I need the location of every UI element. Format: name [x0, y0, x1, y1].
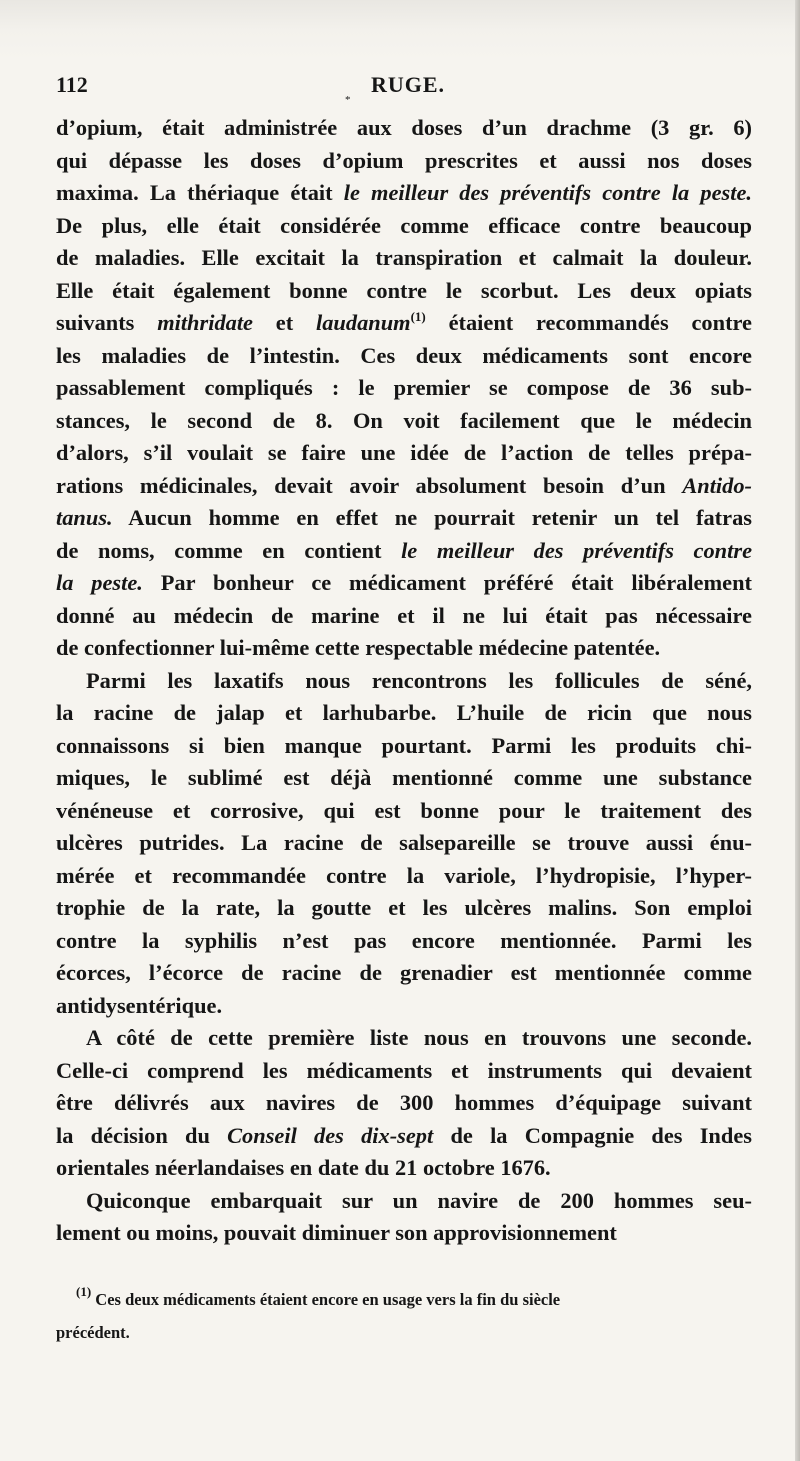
- footnote: [56, 1284, 752, 1353]
- running-head: RUGE.: [371, 72, 446, 97]
- text-line: qui dépasse les doses d’opium prescrites et aussi nos doses: [56, 147, 752, 173]
- text-line: rations médicinales, devait avoir absolument besoin d’un Antido-: [56, 472, 752, 498]
- text-line: contre la syphilis n’est pas encore mentionnée. Parmi les: [56, 927, 752, 953]
- italic-text: tanus.: [56, 505, 113, 530]
- paragraph: [56, 1022, 752, 1185]
- text-line: d’alors, s’il voulait se faire une idée de l’action de telles prépa-: [56, 440, 752, 465]
- text-line: A côté de cette première liste nous en trouvons une seconde.: [86, 1025, 752, 1050]
- text-line: de noms, comme en contient le meilleur des préventifs contre: [56, 537, 753, 563]
- italic-text: le meilleur des préventifs contre: [401, 537, 753, 563]
- italic-text: le meilleur des préventifs contre la peste.: [343, 180, 752, 205]
- italic-text: la peste.: [56, 570, 143, 595]
- text-line: connaissons si bien manque pourtant. Parmi les produits chi-: [56, 732, 752, 758]
- text-line: donné au médecin de marine et il ne lui était pas nécessaire: [56, 602, 752, 628]
- text-line: orientales néerlandaises en date du 21 octobre 1676.: [56, 1155, 551, 1180]
- text-line: miques, le sublimé est déjà mentionné comme une substance: [56, 765, 752, 790]
- italic-text: laudanum: [316, 310, 411, 335]
- text-line: Parmi les laxatifs nous rencontrons les follicules de séné,: [86, 667, 752, 693]
- text-line: maxima. La thériaque était le meilleur des préventifs contre la peste.: [56, 180, 752, 205]
- text-line: être délivrés aux navires de 300 hommes d’équipage suivant: [56, 1090, 752, 1115]
- page-number: 112: [56, 72, 88, 97]
- body-text: [56, 112, 752, 1250]
- italic-text: Conseil des dix-sept: [227, 1122, 434, 1148]
- text-line: la peste. Par bonheur ce médicament préféré était libéralement: [56, 570, 752, 595]
- footnote-line: [56, 1284, 752, 1321]
- text-line: passablement compliqués : le premier se compose de 36 sub-: [56, 375, 752, 400]
- text-line: ulcères putrides. La racine de salsepareille se trouve aussi énu-: [56, 830, 752, 855]
- footnote-text: Ces deux médicaments étaient encore en usage vers la fin du siècle: [95, 1290, 561, 1309]
- text-line: vénéneuse et corrosive, qui est bonne pour le traitement des: [56, 797, 752, 823]
- text-line: antidysentérique.: [56, 992, 223, 1018]
- footnote-line: précédent.: [56, 1322, 130, 1342]
- text-line: Quiconque embarquait sur un navire de 200 hommes seu-: [86, 1187, 752, 1213]
- footnote-ref: (1): [410, 309, 426, 324]
- text-line: la décision du Conseil des dix-sept de la Compagnie des Indes: [56, 1122, 752, 1148]
- italic-text: Antido-: [682, 472, 752, 498]
- page-header: [56, 72, 756, 100]
- paragraph: [56, 112, 752, 665]
- paragraph: [56, 1185, 752, 1250]
- text-line: de confectionner lui-même cette respectable médecine patentée.: [56, 635, 661, 660]
- text-line: les maladies de l’intestin. Ces deux médicaments sont encore: [56, 342, 752, 368]
- text-line: Celle-ci comprend les médicaments et instruments qui devaient: [56, 1057, 752, 1083]
- text-line: trophie de la rate, la goutte et les ulcères malins. Son emploi: [56, 895, 752, 920]
- text-line: de maladies. Elle excitait la transpiration et calmait la douleur.: [56, 245, 752, 270]
- text-line: stances, le second de 8. On voit facilement que le médecin: [56, 407, 752, 433]
- paragraph: [56, 665, 752, 1023]
- page-edge: [795, 0, 800, 1461]
- header-ornament: *: [345, 94, 351, 106]
- text-line: lement ou moins, pouvait diminuer son approvisionnement: [56, 1220, 617, 1245]
- text-line: De plus, elle était considérée comme efficace contre beaucoup: [56, 212, 752, 238]
- text-line: suivants mithridate et laudanum$^{(1)}$ étaient recommandés contre: [56, 309, 752, 335]
- text-line: d’opium, était administrée aux doses d’un drachme (3 gr. 6): [56, 115, 752, 140]
- text-line: la racine de jalap et larhubarbe. L’huile de ricin que nous: [56, 700, 752, 725]
- footnote-marker: (1): [76, 1284, 92, 1299]
- text-line: tanus. Aucun homme en effet ne pourrait retenir un tel fatras: [56, 505, 752, 530]
- text-line: Elle était également bonne contre le scorbut. Les deux opiats: [56, 277, 752, 303]
- text-line: mérée et recommandée contre la variole, l’hydropisie, l’hyper-: [56, 862, 752, 888]
- italic-text: mithridate: [157, 310, 253, 335]
- text-line: écorces, l’écorce de racine de grenadier est mentionnée comme: [56, 960, 752, 985]
